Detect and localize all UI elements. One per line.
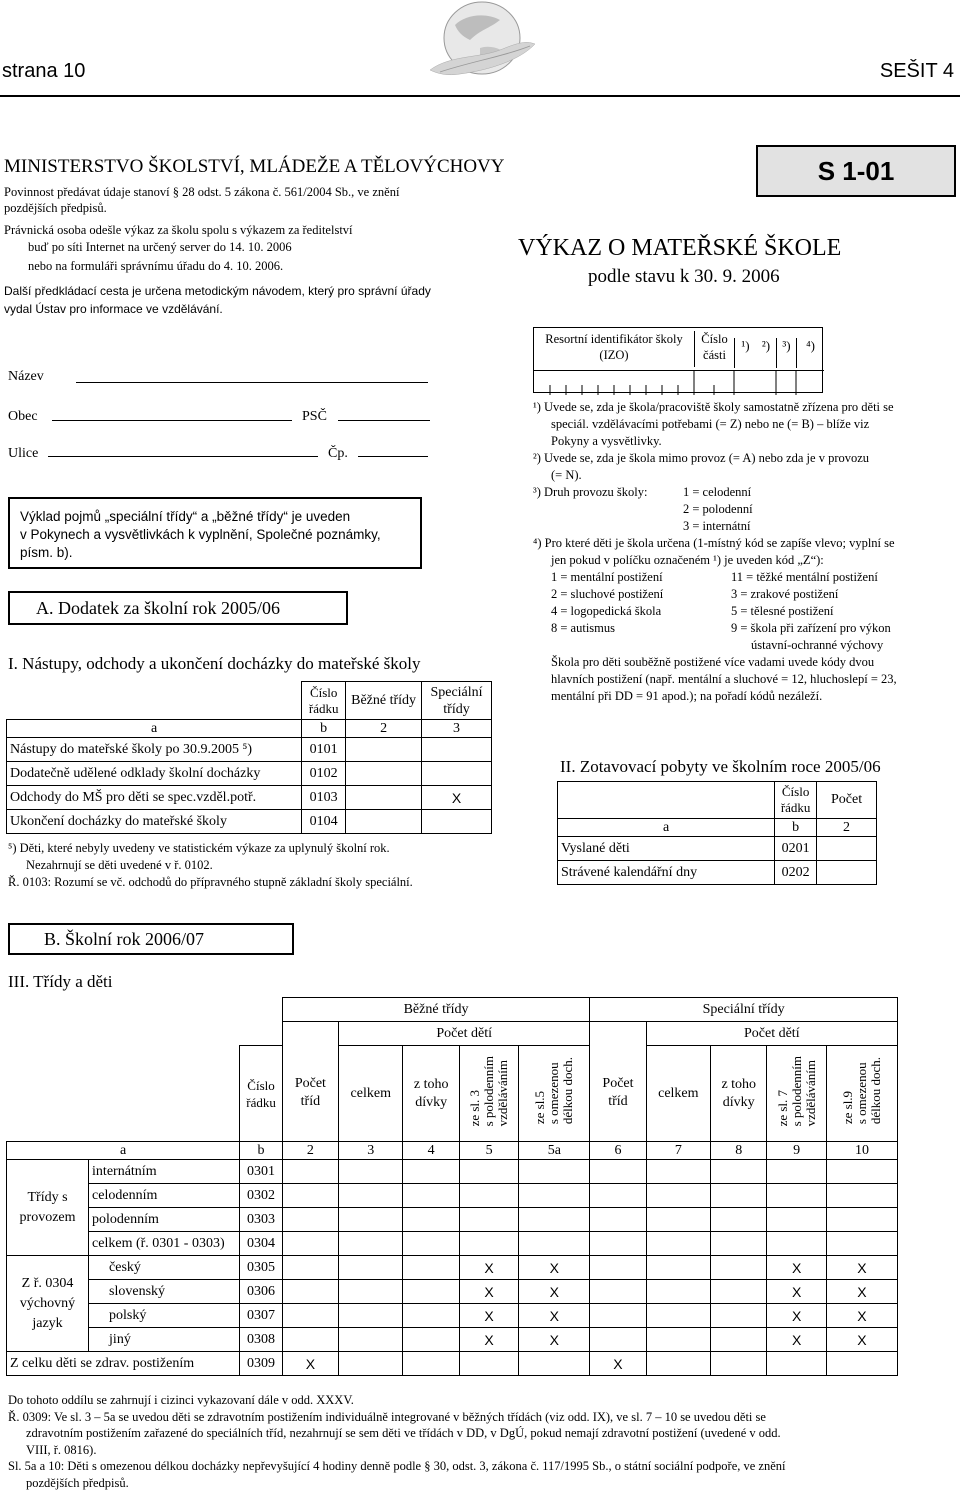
cell-crossed: X	[459, 1328, 518, 1352]
col-row-no: Číslo řádku	[240, 1046, 282, 1142]
row-code: 0302	[240, 1184, 282, 1208]
name-label: Název	[8, 369, 44, 384]
cell-input[interactable]	[826, 1232, 897, 1256]
cell-crossed: X	[590, 1352, 646, 1376]
head-regular: Běžné třídy	[282, 998, 590, 1022]
cell-input[interactable]	[817, 837, 877, 861]
cell-input[interactable]	[817, 861, 877, 885]
section-a-title: A. Dodatek za školní rok 2005/06	[36, 597, 280, 618]
zip-label: PSČ	[302, 409, 327, 424]
col-row-no: Číslo řádku	[302, 682, 346, 720]
cell-crossed: X	[459, 1256, 518, 1280]
cell-input[interactable]	[339, 1328, 403, 1352]
cell-input[interactable]	[339, 1184, 403, 1208]
row-label: polský	[89, 1304, 240, 1328]
head-children-special: Počet dětí	[646, 1022, 897, 1046]
name-field[interactable]	[76, 382, 428, 383]
letter-b: b	[302, 720, 346, 738]
cell-input[interactable]	[519, 1184, 590, 1208]
city-label: Obec	[8, 409, 38, 424]
group-label-language: Z ř. 0304 výchovný jazyk	[7, 1256, 89, 1352]
col-total: celkem	[339, 1046, 403, 1142]
col-count: Počet	[817, 782, 877, 819]
cell-crossed: X	[459, 1304, 518, 1328]
submit-line2: buď po síti Internet na určený server do 14. 10. 2006	[28, 240, 292, 254]
cell-input[interactable]	[282, 1304, 338, 1328]
cell-input[interactable]	[282, 1160, 338, 1184]
section-a-subtitle: I. Nástupy, odchody a ukončení docházky do mateřské školy	[8, 654, 421, 673]
cell-crossed: X	[826, 1328, 897, 1352]
cell-input[interactable]	[590, 1184, 646, 1208]
cell-input[interactable]	[826, 1184, 897, 1208]
cell-input[interactable]	[826, 1352, 897, 1376]
row-code: 0306	[240, 1280, 282, 1304]
city-field[interactable]	[52, 420, 292, 421]
row-label: jiný	[89, 1328, 240, 1352]
number-label: Čp.	[328, 446, 348, 461]
cell-input[interactable]	[711, 1232, 767, 1256]
fn4-cell: ⁴)	[796, 338, 824, 368]
cell-input[interactable]	[646, 1256, 710, 1280]
notes-right: ¹) Uvede se, zda je škola/pracoviště školy samostatně zřízena pro děti se speciál. vzdělávacími potřebami (= Z) nebo ne (= B) – blíže viz Pokyny a vysvětlivky. ²) Uvede se, zda je škola mimo provoz (= A) nebo zda je v provozu (= N). ³) Druh provozu školy: 1 = celodenní 2 = polodenní 3 = internátní ⁴) Pro které děti je škola určena (1-místný kód se zapíše vlevo; vyplní se jen pokud v políčku označeném ¹) je uveden kód „Z“): 1 = mentální postižení 11 = těžké mentální postižení 2 = sluchové postižení 3 = zrakové postižení 4 = logopedická škola 5 = tělesné postižení 8 = autismus 9 = škola při zařízení pro výkon ústavní-ochranné výchovy Škola pro děti souběžně postižené více vadami uvede kódy dvou hlavních postižení (např. mentální a sluchové = 12, hluchoslepí = 23, mentální při DD = 91 apod.); na pořadí kódů nezáleží.	[533, 399, 953, 705]
cell-input[interactable]	[519, 1232, 590, 1256]
cell-input[interactable]	[519, 1352, 590, 1376]
head-children-regular: Počet dětí	[339, 1022, 590, 1046]
fn1-cell: ¹)	[734, 338, 756, 368]
col-regular: Běžné třídy	[346, 682, 422, 720]
fn3-cell: ³)	[776, 338, 796, 368]
cell-input[interactable]	[711, 1208, 767, 1232]
street-field[interactable]	[48, 456, 318, 457]
cell-input[interactable]	[339, 1232, 403, 1256]
cell-input[interactable]	[403, 1304, 459, 1328]
cell-input[interactable]	[282, 1328, 338, 1352]
cell-input[interactable]	[459, 1352, 518, 1376]
cell-input[interactable]	[767, 1160, 826, 1184]
table-row	[7, 1232, 898, 1256]
fn2-cell: ²)	[761, 338, 771, 353]
col-total-special: celkem	[646, 1046, 710, 1142]
col-special: Speciální třídy	[422, 682, 492, 720]
section-b-title-box	[8, 923, 294, 955]
table-row	[7, 1208, 898, 1232]
cell-input[interactable]	[519, 1160, 590, 1184]
cell-input[interactable]	[346, 762, 422, 786]
obligation-line1: Povinnost předávat údaje stanoví § 28 odst. 5 zákona č. 561/2004 Sb., ve znění	[4, 185, 400, 199]
cell-input[interactable]	[711, 1160, 767, 1184]
group-label-provoz: Třídy s provozem	[7, 1160, 89, 1256]
col-sl5: ze sl.5 s omezenou délkou doch.	[532, 1057, 576, 1125]
cell-input[interactable]	[767, 1184, 826, 1208]
form-code: S 1-01	[817, 155, 895, 186]
letter-a: a	[7, 720, 302, 738]
cell-input[interactable]	[646, 1280, 710, 1304]
section-b-title: B. Školní rok 2006/07	[44, 928, 205, 949]
cell-input[interactable]	[339, 1280, 403, 1304]
table-row	[7, 1256, 898, 1280]
report-subtitle: podle stavu k 30. 9. 2006	[588, 266, 780, 287]
cell-input[interactable]	[403, 1232, 459, 1256]
cell-crossed: X	[826, 1256, 897, 1280]
cell-input[interactable]	[646, 1184, 710, 1208]
col-sl7: ze sl. 7 s polodenním vzděláváním	[774, 1055, 818, 1127]
cell-input[interactable]	[346, 786, 422, 810]
row-label: český	[89, 1256, 240, 1280]
table-a	[6, 681, 492, 834]
cell-crossed: X	[767, 1304, 826, 1328]
row-label: celodenním	[89, 1184, 240, 1208]
cell-crossed: X	[422, 786, 492, 810]
cell-input[interactable]	[767, 1208, 826, 1232]
row-code: 0309	[240, 1352, 282, 1376]
cell-input[interactable]	[282, 1232, 338, 1256]
page-label: strana 10	[2, 60, 86, 82]
cell-input[interactable]	[711, 1184, 767, 1208]
cell-input[interactable]	[646, 1232, 710, 1256]
section-b-notes: Do tohoto oddílu se zahrnují i cizinci vykazovaní dále v odd. XXXV. Ř. 0309: Ve sl. 3 – 5a se uvedou děti se zdravotním postižením individuálně integrované v běžných třídách (viz odd. IX), ve sl. 7 – 10 se uvedou děti se zdravotním postižením zařazené do speciálních tříd, nezahrnují se sem děti ve třídách v DD, v DgÚ, pokud nemají zdravotní postižení (uvedené v odd. VIII, ř. 0816). Sl. 5a a 10: Děti s omezenou délkou docházky nepřevyšující 4 hodiny denně podle § 30, odst. 3, zákona č. 117/1995 Sb., o státní sociální podpoře, ve znění pozdějších předpisů.	[8, 1393, 786, 1490]
submit-line1: Právnická osoba odešle výkaz za školu spolu s výkazem za ředitelství	[4, 223, 353, 237]
table-row	[7, 1280, 898, 1304]
table-row	[7, 1328, 898, 1352]
row-label: slovenský	[89, 1280, 240, 1304]
row-label: celkem (ř. 0301 - 0303)	[89, 1232, 240, 1256]
letter-3: 3	[422, 720, 492, 738]
cell-input[interactable]	[339, 1160, 403, 1184]
cell-input[interactable]	[767, 1352, 826, 1376]
row-code: 0305	[240, 1256, 282, 1280]
col-girls-special: z toho dívky	[711, 1046, 767, 1142]
cell-input[interactable]	[711, 1304, 767, 1328]
cell-input[interactable]	[422, 738, 492, 762]
cell-input[interactable]	[403, 1160, 459, 1184]
cell-crossed: X	[826, 1304, 897, 1328]
report-title: VÝKAZ O MATEŘSKÉ ŠKOLE	[518, 235, 842, 261]
cell-input[interactable]	[590, 1256, 646, 1280]
zip-field[interactable]	[338, 420, 430, 421]
cell-input[interactable]	[767, 1232, 826, 1256]
cell-input[interactable]	[346, 810, 422, 834]
further-line1: Další předkládací cesta je určena metodickým návodem, který pro správní úřady	[4, 284, 431, 298]
cell-input[interactable]	[422, 762, 492, 786]
cell-input[interactable]	[646, 1328, 710, 1352]
head-special: Speciální třídy	[590, 998, 898, 1022]
cell-input[interactable]	[646, 1352, 710, 1376]
cell-input[interactable]	[590, 1232, 646, 1256]
cell-crossed: X	[767, 1256, 826, 1280]
row-label: internátním	[89, 1160, 240, 1184]
col-classes-special: Počet tříd	[590, 1046, 646, 1142]
cell-input[interactable]	[826, 1208, 897, 1232]
cell-input[interactable]	[711, 1280, 767, 1304]
table-b	[6, 997, 898, 1376]
row-label: polodenním	[89, 1208, 240, 1232]
cell-crossed: X	[519, 1280, 590, 1304]
cell-input[interactable]	[339, 1352, 403, 1376]
row-code: 0303	[240, 1208, 282, 1232]
cell-input[interactable]	[646, 1208, 710, 1232]
cell-input[interactable]	[459, 1160, 518, 1184]
cell-input[interactable]	[282, 1208, 338, 1232]
submit-line3: nebo na formuláři správnímu úřadu do 4. 10. 2006.	[28, 259, 284, 273]
cell-input[interactable]	[422, 810, 492, 834]
section-b-subtitle: III. Třídy a děti	[8, 972, 113, 991]
cell-input[interactable]	[590, 1328, 646, 1352]
cell-input[interactable]	[403, 1184, 459, 1208]
cell-input[interactable]	[459, 1208, 518, 1232]
cell-input[interactable]	[646, 1160, 710, 1184]
cell-input[interactable]	[711, 1256, 767, 1280]
cell-input[interactable]	[339, 1256, 403, 1280]
cell-crossed: X	[459, 1280, 518, 1304]
row-code: 0304	[240, 1232, 282, 1256]
cell-input[interactable]	[346, 738, 422, 762]
cell-input[interactable]	[403, 1208, 459, 1232]
cell-crossed: X	[519, 1304, 590, 1328]
cell-input[interactable]	[646, 1304, 710, 1328]
cell-input[interactable]	[282, 1184, 338, 1208]
row-label: Z celku děti se zdrav. postižením	[7, 1352, 240, 1376]
table-row	[7, 1160, 898, 1184]
table-row: Odchody do MŠ pro děti se spec.vzděl.potř. 0103 X	[7, 786, 492, 810]
cell-crossed: X	[767, 1280, 826, 1304]
section-a-notes: ⁵) Děti, které nebyly uvedeny ve statistickém výkaze za uplynulý školní rok. Nezahrnují se děti uvedené v ř. 0102. Ř. 0103: Rozumí se vč. odchodů do přípravného stupně základní školy speciální.	[8, 841, 413, 889]
section-ii-title: II. Zotavovací pobyty ve školním roce 2005/06	[560, 757, 881, 776]
booklet-label: SEŠIT 4	[879, 60, 954, 82]
cell-input[interactable]	[711, 1352, 767, 1376]
cell-input[interactable]	[282, 1256, 338, 1280]
cell-input[interactable]	[711, 1328, 767, 1352]
form-code-box	[756, 145, 956, 197]
col-row-no: Číslo řádku	[775, 782, 817, 819]
part-label: Číslo části	[694, 331, 734, 367]
section-a-title-box	[8, 591, 348, 625]
cell-input[interactable]	[590, 1304, 646, 1328]
cell-input[interactable]	[459, 1184, 518, 1208]
cell-input[interactable]	[403, 1256, 459, 1280]
cell-input[interactable]	[403, 1328, 459, 1352]
cell-input[interactable]	[282, 1280, 338, 1304]
letter-2: 2	[346, 720, 422, 738]
table-row	[7, 1304, 898, 1328]
table-row: Vyslané děti 0201	[558, 837, 877, 861]
cell-input[interactable]	[519, 1208, 590, 1232]
col-sl9: ze sl.9 s omezenou délkou doch.	[839, 1057, 883, 1125]
cell-input[interactable]	[590, 1160, 646, 1184]
ministry-title: MINISTERSTVO ŠKOLSTVÍ, MLÁDEŽE A TĚLOVÝCHOVY	[4, 156, 505, 177]
izo-label: Resortní identifikátor školy (IZO)	[545, 332, 683, 362]
row-code: 0301	[240, 1160, 282, 1184]
row-code: 0308	[240, 1328, 282, 1352]
further-line2: vydal Ústav pro informace ve vzdělávání.	[4, 302, 223, 316]
code-row: 1 = mentální postižení 11 = těžké mentální postižení	[551, 570, 878, 584]
col-girls: z toho dívky	[403, 1046, 459, 1142]
obligation-line2: pozdějších předpisů.	[4, 201, 107, 215]
cell-input[interactable]	[403, 1352, 459, 1376]
cell-crossed: X	[826, 1280, 897, 1304]
table-ii: Číslo řádku Počet a b 2 Vyslané děti 0201 Strávené kalendářní dny 0202	[557, 781, 877, 885]
code-row: 2 = sluchové postižení 3 = zrakové postižení	[551, 587, 839, 601]
table-row	[7, 1352, 898, 1376]
cell-input[interactable]	[403, 1280, 459, 1304]
code-row: 4 = logopedická škola 5 = tělesné postižení	[551, 604, 834, 618]
cell-input[interactable]	[339, 1208, 403, 1232]
code-row: 8 = autismus 9 = škola při zařízení pro výkon	[551, 621, 891, 635]
table-row	[7, 1184, 898, 1208]
cell-crossed: X	[519, 1328, 590, 1352]
explain-box: Výklad pojmů „speciální třídy“ a „běžné třídy“ je uveden v Pokynech a vysvětlivkách k vyplnění, Společné poznámky, písm. b).	[8, 497, 422, 569]
cell-input[interactable]	[590, 1280, 646, 1304]
globe-logo	[410, 0, 550, 88]
letters-row: a b 2 3 4 5 5a 6 7 8 9 10	[7, 1142, 898, 1160]
cell-crossed: X	[282, 1352, 338, 1376]
cell-crossed: X	[767, 1328, 826, 1352]
table-row: Ukončení docházky do mateřské školy 0104	[7, 810, 492, 834]
cell-input[interactable]	[459, 1232, 518, 1256]
cell-input[interactable]	[590, 1208, 646, 1232]
cell-crossed: X	[519, 1256, 590, 1280]
cell-input[interactable]	[339, 1304, 403, 1328]
number-field[interactable]	[358, 456, 428, 457]
cell-input[interactable]	[826, 1160, 897, 1184]
table-row: Nástupy do mateřské školy po 30.9.2005 ⁵) 0101	[7, 738, 492, 762]
table-row: Strávené kalendářní dny 0202	[558, 861, 877, 885]
izo-input-ticks[interactable]	[534, 370, 824, 394]
table-row: Dodatečně udělené odklady školní docházky 0102	[7, 762, 492, 786]
row-code: 0307	[240, 1304, 282, 1328]
izo-box	[533, 327, 823, 393]
col-classes: Počet tříd	[282, 1046, 338, 1142]
street-label: Ulice	[8, 446, 39, 461]
header-divider	[0, 95, 960, 97]
col-sl3: ze sl. 3 s polodenním vzděláváním	[467, 1055, 511, 1127]
